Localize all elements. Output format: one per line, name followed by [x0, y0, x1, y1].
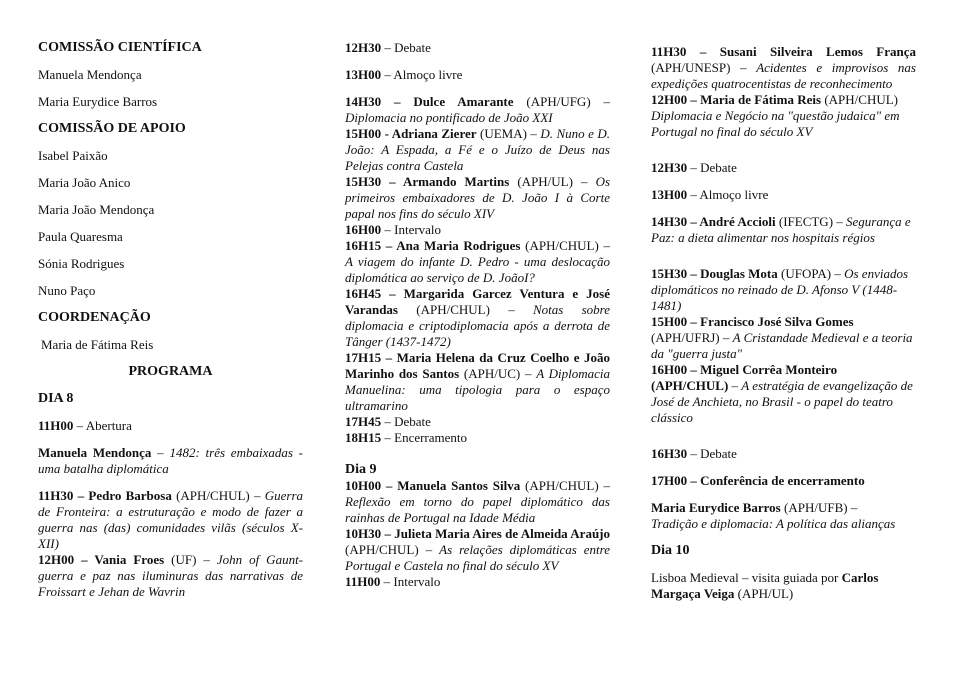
schedule-item: 11H30 – Pedro Barbosa (APH/CHUL) – Guerra de Fronteira: a estruturação e modo de fazer a guerra nas (das) comunidades vilãs (séculos X-XII)	[38, 488, 304, 551]
time: 12H30	[651, 160, 688, 175]
talk-title: D. Nuno e D. João: A Espada, a Fé e o Juízo de Deus nas Pelejas contra Castela	[345, 126, 611, 173]
column-3	[651, 40, 916, 602]
talk-title: John of Gaunt- guerra e paz nas iluminuras das narrativas de Froissart e Jehan de Wavrin	[38, 552, 304, 599]
schedule-item: 12H00 – Vania Froes (UF) – John of Gaunt- guerra e paz nas iluminuras das narrativas de Froissart e Jehan de Wavrin	[38, 552, 304, 599]
talk-title: Os primeiros embaixadores de D. João I à Corte papal nos fins do século XIV	[345, 174, 611, 221]
affiliation: (APH/CHUL) –	[345, 542, 440, 557]
time: 16H30	[651, 446, 688, 461]
schedule-item: 16H00 – Intervalo	[345, 222, 442, 237]
speaker: Manuela Mendonça	[38, 445, 152, 460]
affiliation: (APH/UFB) –	[780, 500, 858, 515]
affiliation: (APH/UFG) –	[513, 94, 610, 109]
talk-title: A Diplomacia Manuelina: uma tipologia para o espaço ultramarino	[345, 366, 610, 413]
schedule-item: 11H00 – Intervalo	[345, 574, 441, 589]
speaker: Adriana Zierer	[391, 126, 477, 141]
event: Intervalo	[393, 574, 441, 589]
affiliation: (APH/CHUL) –	[520, 238, 610, 253]
schedule-item: 16H15 – Ana Maria Rodrigues (APH/CHUL) – A viagem do infante D. Pedro - uma deslocação diplomática ao serviço de D. JoãoI?	[345, 238, 610, 285]
affiliation: (APH/UNESP) –	[651, 60, 757, 75]
event: Debate	[700, 446, 737, 461]
time: 10H00	[345, 478, 382, 493]
speaker: Miguel Corrêa Monteiro (APH/CHUL)	[651, 362, 838, 393]
schedule-item: 15H00 - Adriana Zierer (UEMA) – D. Nuno e D. João: A Espada, a Fé e o Juízo de Deus nas Pelejas contra Castela	[345, 126, 611, 173]
time: 16H45	[345, 286, 382, 301]
talk-title: Guerra de Fronteira: a estruturação e modo de fazer a guerra nas (das) comunidades vilãs (séculos X-XII)	[38, 488, 304, 551]
event: Conferência de encerramento	[700, 473, 865, 488]
schedule-item	[651, 570, 916, 602]
event: Almoço livre	[699, 187, 769, 202]
member-name: Sónia Rodrigues	[38, 256, 125, 271]
column-2	[345, 40, 610, 590]
schedule-item: 17H45 – Debate	[345, 414, 431, 429]
day-heading-8: DIA 8	[38, 391, 74, 406]
speaker: Ana Maria Rodrigues	[396, 238, 521, 253]
time: 15H00	[345, 126, 382, 141]
schedule-item: 17H00 – Conferência de encerramento	[651, 473, 865, 488]
talk-title: As relações diplomáticas entre Portugal e Castela no final do século XV	[345, 542, 611, 573]
event: Abertura	[85, 418, 132, 433]
schedule-item: 16H30 – Debate	[651, 446, 737, 461]
heading-programa: PROGRAMA	[128, 364, 213, 379]
time: 18H15	[345, 430, 382, 445]
schedule-item: 13H00 – Almoço livre	[651, 187, 769, 202]
talk-title: Os enviados diplomáticos no reinado de D. Afonso V (1448-1481)	[651, 266, 909, 313]
affiliation: (APH/CHUL) –	[520, 478, 610, 493]
heading-comissao-cientifica: COMISSÃO CIENTÍFICA	[38, 40, 202, 55]
time: 16H00	[345, 222, 382, 237]
speaker: André Accioli	[699, 214, 776, 229]
time: 17H15	[345, 350, 382, 365]
member-name: Manuela Mendonça	[38, 67, 142, 82]
time: 13H00	[651, 187, 688, 202]
time: 17H00	[651, 473, 688, 488]
time: 14H30	[345, 94, 382, 109]
event: Encerramento	[394, 430, 468, 445]
affiliation: (APH/UL) –	[509, 174, 596, 189]
event: Almoço livre	[393, 67, 463, 82]
talk-title: Tradição e diplomacia: A política das alianças	[651, 516, 896, 531]
schedule-item	[651, 500, 916, 532]
column-1	[38, 40, 303, 600]
time: 12H00	[38, 552, 75, 567]
time: 10H30	[345, 526, 382, 541]
schedule-item: 16H45 – Margarida Garcez Ventura e José Varandas (APH/CHUL) – Notas sobre diplomacia e criptodiplomacia após a derrota de Tânger (1437-1472)	[345, 286, 611, 349]
time: 15H00	[651, 314, 688, 329]
affiliation: (UFOPA) –	[777, 266, 845, 281]
speaker: Maria de Fátima Reis	[700, 92, 822, 107]
time: 15H30	[651, 266, 688, 281]
affiliation: (UEMA) –	[476, 126, 541, 141]
talk-title: Notas sobre diplomacia e criptodiplomacia após a derrota de Tânger (1437-1472)	[345, 302, 611, 349]
event: Debate	[394, 40, 431, 55]
schedule-item: 10H30 – Julieta Maria Aires de Almeida Araújo (APH/CHUL) – As relações diplomáticas entre Portugal e Castela no final do século XV	[345, 526, 611, 573]
time: 12H30	[345, 40, 382, 55]
day-heading-10: Dia 10	[651, 543, 690, 558]
speaker: Dulce Amarante	[413, 94, 514, 109]
schedule-item: 18H15 – Encerramento	[345, 430, 468, 445]
schedule-item: 17H15 – Maria Helena da Cruz Coelho e João Marinho dos Santos (APH/UC) – A Diplomacia Manuelina: uma tipologia para o espaço ultramarino	[345, 350, 610, 413]
talk-title: A viagem do infante D. Pedro - uma deslocação diplomática ao serviço de D. JoãoI?	[345, 254, 610, 285]
event: Lisboa Medieval – visita guiada por	[651, 570, 842, 585]
affiliation: (APH/UL)	[734, 586, 794, 601]
time: 16H00	[651, 362, 688, 377]
speaker: Maria Helena da Cruz Coelho e João Marinho dos Santos	[345, 350, 610, 381]
talk-title: A estratégia de evangelização de José de Anchieta, no Brasil - o papel do teatro clássico	[651, 378, 913, 425]
day-heading-9: Dia 9	[345, 462, 377, 477]
schedule-item: 11H00 – Abertura	[38, 418, 132, 433]
talk-title: Diplomacia no pontificado de João XXI	[345, 110, 553, 125]
speaker: Francisco José Silva Gomes	[700, 314, 854, 329]
affiliation: (APH/UC) –	[459, 366, 537, 381]
affiliation: (APH/UFRJ) –	[651, 330, 733, 345]
member-name: Maria Eurydice Barros	[38, 94, 158, 109]
schedule-item: 14H30 – André Accioli (IFECTG) – Segurança e Paz: a dieta alimentar nos hospitais régios	[651, 214, 911, 245]
schedule-item: 12H30 – Debate	[651, 160, 737, 175]
member-name: Maria João Mendonça	[38, 202, 155, 217]
time: 17H45	[345, 414, 382, 429]
member-name: Paula Quaresma	[38, 229, 123, 244]
schedule-item: 10H00 – Manuela Santos Silva (APH/CHUL) – Reflexão em torno do papel diplomático das rainhas de Portugal na Idade Média	[345, 478, 610, 525]
speaker: Pedro Barbosa	[88, 488, 172, 503]
schedule-item: 15H30 – Douglas Mota (UFOPA) – Os enviados diplomáticos no reinado de D. Afonso V (1448-1481)	[651, 266, 909, 313]
speaker: Vania Froes	[94, 552, 165, 567]
affiliation: (UF) –	[164, 552, 217, 567]
schedule-item: 11H30 – Susani Silveira Lemos França (APH/UNESP) – Acidentes e improvisos nas expedições quatrocentistas de reconhecimento	[651, 44, 917, 91]
schedule-item: 16H00 – Miguel Corrêa Monteiro (APH/CHUL) – A estratégia de evangelização de José de Anchieta, no Brasil - o papel do teatro clássico	[651, 362, 913, 425]
member-name: Nuno Paço	[38, 283, 96, 298]
affiliation: (APH/CHUL)	[821, 92, 898, 107]
speaker: Armando Martins	[403, 174, 510, 189]
schedule-item: 12H30 – Debate	[345, 40, 431, 55]
speaker: Maria Eurydice Barros	[651, 500, 781, 515]
talk-title: Segurança e Paz: a dieta alimentar nos hospitais régios	[651, 214, 911, 245]
time: 11H00	[345, 574, 381, 589]
time: 15H30	[345, 174, 382, 189]
member-name: Maria de Fátima Reis	[41, 337, 154, 352]
affiliation: (APH/CHUL) –	[397, 302, 533, 317]
schedule-item: 13H00 – Almoço livre	[345, 67, 463, 82]
time: 14H30	[651, 214, 688, 229]
guide: Carlos Margaça Veiga	[651, 570, 879, 601]
speaker: Margarida Garcez Ventura e José Varandas	[345, 286, 611, 317]
event: Debate	[700, 160, 737, 175]
schedule-item: 15H30 – Armando Martins (APH/UL) – Os primeiros embaixadores de D. João I à Corte papal nos fins do século XIV	[345, 174, 611, 221]
speaker: Susani Silveira Lemos França	[719, 44, 917, 59]
talk-title: Acidentes e improvisos nas expedições quatrocentistas de reconhecimento	[651, 60, 916, 91]
schedule-item: 15H00 – Francisco José Silva Gomes (APH/UFRJ) – A Cristandade Medieval e a teoria da "guerra justa"	[651, 314, 913, 361]
schedule-item: 12H00 – Maria de Fátima Reis (APH/CHUL) Diplomacia e Negócio na "questão judaica" em Portugal no final do século XV	[651, 92, 900, 139]
speaker: Douglas Mota	[700, 266, 778, 281]
affiliation: (APH/CHUL) –	[171, 488, 265, 503]
time: 11H30	[651, 44, 687, 59]
event: Intervalo	[394, 222, 442, 237]
schedule-item: Manuela Mendonça – 1482: três embaixadas - uma batalha diplomática	[38, 445, 303, 476]
affiliation: (IFECTG) –	[775, 214, 847, 229]
speaker: Julieta Maria Aires de Almeida Araújo	[394, 526, 610, 541]
time: 12H00	[651, 92, 688, 107]
speaker: Manuela Santos Silva	[397, 478, 521, 493]
affiliation: –	[728, 378, 742, 393]
member-name: Maria João Anico	[38, 175, 131, 190]
talk-title: Reflexão em torno do papel diplomático das rainhas de Portugal na Idade Média	[345, 494, 610, 525]
talk-title: 1482: três embaixadas - uma batalha diplomática	[38, 445, 303, 476]
talk-title: A Cristandade Medieval e a teoria da "guerra justa"	[651, 330, 913, 361]
time: 13H00	[345, 67, 382, 82]
heading-comissao-apoio: COMISSÃO DE APOIO	[38, 121, 186, 136]
event: Debate	[394, 414, 431, 429]
time: 16H15	[345, 238, 382, 253]
time: 11H30	[38, 488, 74, 503]
talk-title: Diplomacia e Negócio na "questão judaica" em Portugal no final do século XV	[651, 108, 900, 139]
schedule-item: 14H30 – Dulce Amarante (APH/UFG) – Diplomacia no pontificado de João XXI	[345, 94, 610, 125]
heading-coordenacao: COORDENAÇÃO	[38, 310, 151, 325]
time: 11H00	[38, 418, 74, 433]
member-name: Isabel Paixão	[38, 148, 108, 163]
